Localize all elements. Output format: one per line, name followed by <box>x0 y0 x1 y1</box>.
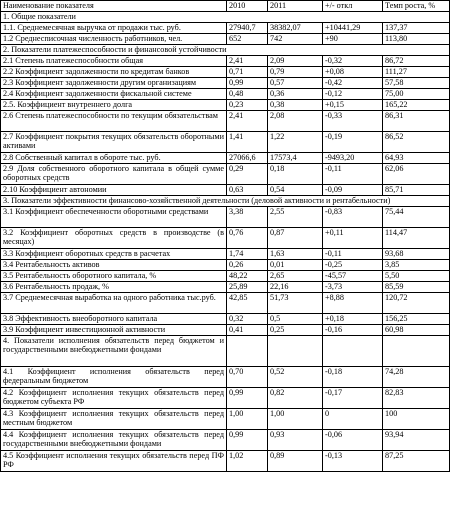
value-2011-cell: 742 <box>268 34 323 45</box>
growth-rate-cell: 156,25 <box>383 314 450 325</box>
value-2011-cell: 0,89 <box>268 451 323 472</box>
table-body <box>1 12 450 472</box>
indicator-name-cell: 4.4 Коэффициент исполнения текущих обязательств перед государственными внебюджетными фондами <box>1 430 227 451</box>
deviation-cell: -0,12 <box>323 89 383 100</box>
indicator-name-cell: 4.1 Коэффициент исполнения обязательств перед федеральным бюджетом <box>1 367 227 388</box>
table-row <box>1 325 450 336</box>
value-2010-cell: 27066,6 <box>227 153 268 164</box>
value-2010-cell: 0,48 <box>227 89 268 100</box>
indicator-name-cell: 2.8 Собственный капитал в обороте тыс. руб. <box>1 153 227 164</box>
growth-rate-cell: 64,93 <box>383 153 450 164</box>
table-row <box>1 260 450 271</box>
table-row <box>1 282 450 293</box>
indicator-name-cell: 3.8 Эффективность внеоборотного капитала <box>1 314 227 325</box>
table-row <box>1 293 450 314</box>
value-2011-cell: 0,5 <box>268 314 323 325</box>
value-2010-cell: 2,41 <box>227 56 268 67</box>
indicator-name-cell: 3.6 Рентабельность продаж, % <box>1 282 227 293</box>
section-title: 3. Показатели эффективности финансово-хозяйственной деятельности (деловой активности и рентабельности) <box>1 196 450 207</box>
indicator-name-cell: 2.1 Степень платежеспособности общая <box>1 56 227 67</box>
value-2011-cell: 2,55 <box>268 207 323 228</box>
indicator-name-cell: 2.9 Доля собственного оборотного капитала в общей сумме оборотных средств <box>1 164 227 185</box>
indicator-name-cell: 3.1 Коэффициент обеспеченности оборотными средствами <box>1 207 227 228</box>
indicator-name-cell: 2.4 Коэффициент задолженности фискальной системе <box>1 89 227 100</box>
growth-rate-cell: 120,72 <box>383 293 450 314</box>
value-2011-cell: 0,01 <box>268 260 323 271</box>
section-row <box>1 12 450 23</box>
deviation-cell: -0,13 <box>323 451 383 472</box>
growth-rate-cell: 82,83 <box>383 388 450 409</box>
table-row <box>1 367 450 388</box>
value-2010-cell: 1,74 <box>227 249 268 260</box>
value-2010-cell: 42,85 <box>227 293 268 314</box>
deviation-cell: -0,42 <box>323 78 383 89</box>
value-2010-cell: 0,71 <box>227 67 268 78</box>
deviation-cell: -0,19 <box>323 132 383 153</box>
deviation-cell: -0,11 <box>323 164 383 185</box>
indicator-name-cell: 2.2 Коэффициент задолженности по кредитам банков <box>1 67 227 78</box>
deviation-cell: -0,11 <box>323 249 383 260</box>
indicator-name-cell: 4.5 Коэффициент исполнения текущих обязательств перед ПФ РФ <box>1 451 227 472</box>
deviation-cell: -0,32 <box>323 56 383 67</box>
table-row <box>1 89 450 100</box>
section-row <box>1 45 450 56</box>
table-row <box>1 23 450 34</box>
growth-rate-cell: 137,37 <box>383 23 450 34</box>
value-2011-cell: 0,36 <box>268 89 323 100</box>
deviation-cell <box>323 336 383 367</box>
growth-rate-cell: 114,47 <box>383 228 450 249</box>
indicator-name-cell: 3.3 Коэффициент оборотных средств в расчетах <box>1 249 227 260</box>
deviation-cell: -45,57 <box>323 271 383 282</box>
table-header-row <box>1 1 450 12</box>
table-row <box>1 336 450 367</box>
value-2010-cell: 1,00 <box>227 409 268 430</box>
deviation-cell: -9493,20 <box>323 153 383 164</box>
growth-rate-cell: 5,50 <box>383 271 450 282</box>
value-2010-cell: 0,26 <box>227 260 268 271</box>
indicator-name-cell: 4.2 Коэффициент исполнения текущих обязательств перед бюджетом субъекта РФ <box>1 388 227 409</box>
value-2011-cell: 0,38 <box>268 100 323 111</box>
table-row <box>1 228 450 249</box>
value-2010-cell: 0,23 <box>227 100 268 111</box>
value-2010-cell: 0,32 <box>227 314 268 325</box>
indicator-name-cell: 4. Показатели исполнения обязательств перед бюджетом и государственными внебюджетными фондами <box>1 336 227 367</box>
indicator-name-cell: 1.1. Среднемесячная выручка от продажи тыс. руб. <box>1 23 227 34</box>
value-2011-cell: 22,16 <box>268 282 323 293</box>
deviation-cell: +90 <box>323 34 383 45</box>
table-row <box>1 409 450 430</box>
deviation-cell: -0,06 <box>323 430 383 451</box>
section-row <box>1 196 450 207</box>
deviation-cell: -0,83 <box>323 207 383 228</box>
section-title: 1. Общие показатели <box>1 12 450 23</box>
table-row <box>1 271 450 282</box>
indicator-name-cell: 2.7 Коэффициент покрытия текущих обязательств оборотными активами <box>1 132 227 153</box>
value-2011-cell: 17573,4 <box>268 153 323 164</box>
growth-rate-cell: 93,68 <box>383 249 450 260</box>
value-2011-cell: 51,73 <box>268 293 323 314</box>
table-row <box>1 430 450 451</box>
value-2011-cell: 1,00 <box>268 409 323 430</box>
header-growth-rate: Темп роста, % <box>383 1 450 12</box>
deviation-cell: +0,08 <box>323 67 383 78</box>
value-2011-cell: 2,09 <box>268 56 323 67</box>
value-2010-cell: 2,41 <box>227 111 268 132</box>
header-year-2011: 2011 <box>268 1 323 12</box>
value-2011-cell: 0,57 <box>268 78 323 89</box>
indicator-name-cell: 3.9 Коэффициент инвестиционной активности <box>1 325 227 336</box>
value-2010-cell: 0,63 <box>227 185 268 196</box>
value-2011-cell <box>268 336 323 367</box>
deviation-cell: -0,18 <box>323 367 383 388</box>
indicator-name-cell: 2.10 Коэффициент автономии <box>1 185 227 196</box>
table-row <box>1 100 450 111</box>
value-2011-cell: 0,18 <box>268 164 323 185</box>
value-2011-cell: 2,08 <box>268 111 323 132</box>
table-row <box>1 78 450 89</box>
growth-rate-cell: 60,98 <box>383 325 450 336</box>
growth-rate-cell: 113,80 <box>383 34 450 45</box>
value-2011-cell: 0,54 <box>268 185 323 196</box>
table-row <box>1 132 450 153</box>
value-2010-cell: 27940,7 <box>227 23 268 34</box>
growth-rate-cell: 57,58 <box>383 78 450 89</box>
deviation-cell: -0,17 <box>323 388 383 409</box>
value-2011-cell: 38382,07 <box>268 23 323 34</box>
value-2011-cell: 0,52 <box>268 367 323 388</box>
indicator-name-cell: 2.6 Степень платежеспособности по текущим обязательствам <box>1 111 227 132</box>
growth-rate-cell: 86,72 <box>383 56 450 67</box>
value-2011-cell: 0,93 <box>268 430 323 451</box>
section-title: 2. Показатели платежеспособности и финансовой устойчивости <box>1 45 450 56</box>
deviation-cell: +0,11 <box>323 228 383 249</box>
value-2011-cell: 0,87 <box>268 228 323 249</box>
value-2011-cell: 0,82 <box>268 388 323 409</box>
value-2011-cell: 1,63 <box>268 249 323 260</box>
value-2010-cell: 0,99 <box>227 388 268 409</box>
value-2011-cell: 1,22 <box>268 132 323 153</box>
growth-rate-cell: 165,22 <box>383 100 450 111</box>
deviation-cell: -0,16 <box>323 325 383 336</box>
value-2010-cell: 48,22 <box>227 271 268 282</box>
table-row <box>1 451 450 472</box>
value-2010-cell: 3,38 <box>227 207 268 228</box>
deviation-cell: -0,33 <box>323 111 383 132</box>
table-row <box>1 67 450 78</box>
growth-rate-cell: 86,31 <box>383 111 450 132</box>
deviation-cell: +10441,29 <box>323 23 383 34</box>
growth-rate-cell: 74,28 <box>383 367 450 388</box>
growth-rate-cell: 75,00 <box>383 89 450 100</box>
indicator-name-cell: 1.2 Среднесписочная численность работников, чел. <box>1 34 227 45</box>
value-2010-cell: 0,76 <box>227 228 268 249</box>
growth-rate-cell: 3,85 <box>383 260 450 271</box>
value-2010-cell: 25,89 <box>227 282 268 293</box>
indicator-name-cell: 2.3 Коэффициент задолженности другим организациям <box>1 78 227 89</box>
table-row <box>1 56 450 67</box>
table-row <box>1 111 450 132</box>
deviation-cell: -3,73 <box>323 282 383 293</box>
table-row <box>1 388 450 409</box>
header-year-2010: 2010 <box>227 1 268 12</box>
growth-rate-cell: 85,71 <box>383 185 450 196</box>
deviation-cell: +0,18 <box>323 314 383 325</box>
deviation-cell: +0,15 <box>323 100 383 111</box>
value-2010-cell: 652 <box>227 34 268 45</box>
value-2011-cell: 0,79 <box>268 67 323 78</box>
value-2010-cell: 0,41 <box>227 325 268 336</box>
value-2010-cell: 1,41 <box>227 132 268 153</box>
value-2011-cell: 2,65 <box>268 271 323 282</box>
value-2010-cell: 0,99 <box>227 78 268 89</box>
value-2010-cell: 1,02 <box>227 451 268 472</box>
growth-rate-cell: 100 <box>383 409 450 430</box>
indicator-name-cell: 3.5 Рентабельность оборотного капитала, % <box>1 271 227 282</box>
header-deviation: +/- откл <box>323 1 383 12</box>
table-row <box>1 34 450 45</box>
growth-rate-cell: 86,52 <box>383 132 450 153</box>
table-row <box>1 249 450 260</box>
indicator-name-cell: 3.7 Среднемесячная выработка на одного работника тыс.руб. <box>1 293 227 314</box>
value-2010-cell: 0,99 <box>227 430 268 451</box>
table-row <box>1 314 450 325</box>
deviation-cell: -0,09 <box>323 185 383 196</box>
table-row <box>1 207 450 228</box>
growth-rate-cell: 111,27 <box>383 67 450 78</box>
indicator-name-cell: 3.4 Рентабельность активов <box>1 260 227 271</box>
table-row <box>1 153 450 164</box>
growth-rate-cell: 87,25 <box>383 451 450 472</box>
indicator-name-cell: 2.5. Коэффициент внутреннего долга <box>1 100 227 111</box>
value-2011-cell: 0,25 <box>268 325 323 336</box>
deviation-cell: -0,25 <box>323 260 383 271</box>
deviation-cell: +8,88 <box>323 293 383 314</box>
value-2010-cell: 0,29 <box>227 164 268 185</box>
growth-rate-cell: 93,94 <box>383 430 450 451</box>
growth-rate-cell: 75,44 <box>383 207 450 228</box>
table-row <box>1 185 450 196</box>
growth-rate-cell <box>383 336 450 367</box>
value-2010-cell <box>227 336 268 367</box>
indicator-name-cell: 3.2 Коэффициент оборотных средств в производстве (в месяцах) <box>1 228 227 249</box>
value-2010-cell: 0,70 <box>227 367 268 388</box>
growth-rate-cell: 62,06 <box>383 164 450 185</box>
indicator-name-cell: 4.3 Коэффициент исполнения текущих обязательств перед местным бюджетом <box>1 409 227 430</box>
growth-rate-cell: 85,59 <box>383 282 450 293</box>
header-indicator-name: Наименование показателя <box>1 1 227 12</box>
table-row <box>1 164 450 185</box>
deviation-cell: 0 <box>323 409 383 430</box>
